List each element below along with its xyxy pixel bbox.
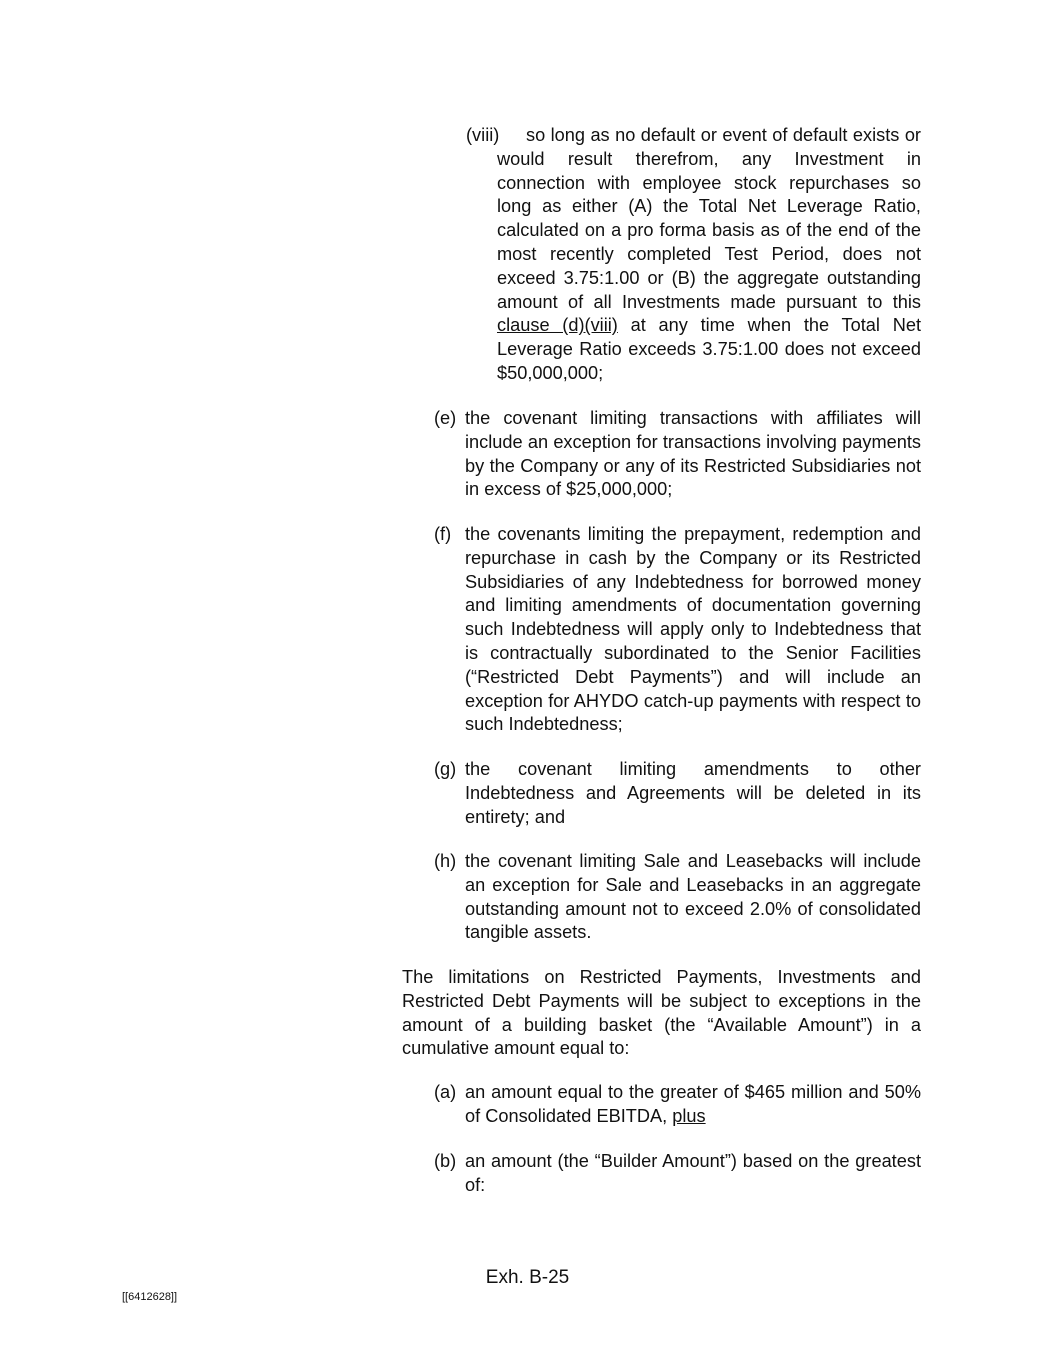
clause-a-text-wrap (465, 1081, 921, 1129)
clause-a-text: an amount equal to the greater of $465 million and 50% of Consolidated EBITDA, (465, 1082, 921, 1126)
clause-viii (466, 124, 921, 386)
page-label: Exh. B-25 (485, 1267, 570, 1288)
clause-b-marker: (b) (434, 1151, 457, 1171)
clause-f-text: the covenants limiting the prepayment, redemption and repurchase in cash by the Company or its Restricted Subsidiaries of any Indebtedness for borrowed money and limiting amendments of documentation governing such Indebtedness will apply only to Indebtedness that is contractually subordinated to the Senior Facilities (“Restricted Debt Payments”) and will include an exception for AHYDO catch-up payments with respect to such Indebtedness; (465, 524, 921, 735)
clause-e-text: the covenant limiting transactions with affiliates will include an exception for transactions involving payments by the Company or any of its Restricted Subsidiaries not in excess of $25,000,000; (465, 408, 921, 500)
clause-viii-text-b: at any time when the Total Net Leverage Ratio exceeds 3.75:1.00 does not exceed $50,000,000; (497, 315, 921, 383)
clause-viii-text (497, 124, 921, 386)
clause-h (434, 850, 921, 945)
clause-b-text: an amount (the “Builder Amount”) based on the greatest of: (465, 1151, 921, 1195)
document-id: [[6412628]] (122, 1291, 178, 1303)
plus-link: plus (672, 1105, 706, 1126)
clause-h-text: the covenant limiting Sale and Leasebacks will include an exception for Sale and Leasebacks in an aggregate outstanding amount not to exceed 2.0% of consolidated tangible assets. (465, 851, 921, 943)
available-amount-paragraph (402, 966, 921, 1061)
clause-viii-text-a: so long as no default or event of default exists or would result therefrom, any Investment in connection with employee stock repurchases so long as either (A) the Total Net Leverage Ratio, calculated on a pro forma basis as of the end of the most recently completed Test Period, does not exceed 3.75:1.00 or (B) the aggregate outstanding amount of all Investments made pursuant to this (497, 125, 921, 312)
clause-e (434, 407, 921, 502)
clause-a-marker: (a) (434, 1082, 457, 1102)
clause-b (434, 1150, 921, 1198)
clause-f-marker: (f) (434, 524, 452, 544)
clause-g (434, 758, 921, 829)
clause-g-text: the covenant limiting amendments to other Indebtedness and Agreements will be deleted in its entirety; and (465, 759, 921, 827)
available-amount-text: The limitations on Restricted Payments, Investments and Restricted Debt Payments will be subject to exceptions in the amount of a building basket (the “Available Amount”) in a cumulative amount equal to: (402, 967, 921, 1059)
clause-f (434, 523, 921, 737)
clause-reference-link: clause (d)(viii) (497, 315, 618, 336)
clause-a (434, 1081, 921, 1129)
clause-e-marker: (e) (434, 408, 457, 428)
clause-viii-marker: (viii) (466, 125, 500, 145)
clause-g-marker: (g) (434, 759, 457, 779)
clause-h-marker: (h) (434, 851, 457, 871)
